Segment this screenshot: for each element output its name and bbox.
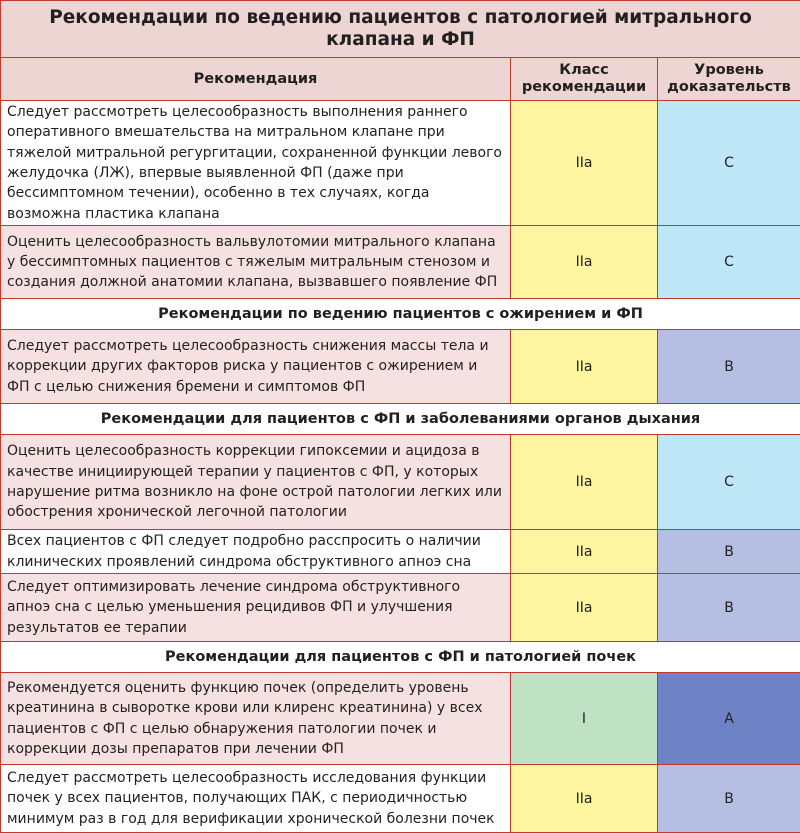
section-row bbox=[1, 404, 800, 435]
class-value: IIa bbox=[511, 226, 658, 299]
table-row bbox=[1, 765, 800, 833]
class-value: IIa bbox=[511, 574, 658, 642]
level-value: B bbox=[658, 765, 800, 833]
header-level: Уровень доказательств bbox=[658, 58, 800, 101]
section-title: Рекомендации для пациентов с ФП и патологией почек bbox=[1, 642, 800, 673]
recommendation-text: Оценить целесообразность коррекции гипоксемии и ацидоза в качестве инициирующей терапии у пациентов с ФП, у которых нарушение ритма возникло на фоне острой патологии легких или обострения хронической легочной патологии bbox=[1, 435, 511, 530]
table-title: Рекомендации по ведению пациентов с патологией митрального клапана и ФП bbox=[1, 1, 800, 58]
table-row bbox=[1, 435, 800, 530]
section-row bbox=[1, 642, 800, 673]
recommendation-text: Следует оптимизировать лечение синдрома обструктивного апноэ сна с целью уменьшения рецидивов ФП и улучшения результатов ее терапии bbox=[1, 574, 511, 642]
class-value: IIa bbox=[511, 530, 658, 574]
recommendation-text: Следует рассмотреть целесообразность снижения массы тела и коррекции других факторов риска у пациентов с ожирением и ФП с целью снижения бремени и симптомов ФП bbox=[1, 330, 511, 404]
class-value: I bbox=[511, 673, 658, 765]
table-row bbox=[1, 226, 800, 299]
table-row bbox=[1, 101, 800, 226]
recommendation-text: Рекомендуется оценить функцию почек (определить уровень креатинина в сыворотке крови или клиренс креатинина) у всех пациентов с ФП с целью обнаружения патологии почек и коррекции дозы препаратов при лечении ФП bbox=[1, 673, 511, 765]
recommendation-text: Оценить целесообразность вальвулотомии митрального клапана у бессимптомных пациентов с тяжелым митральным стенозом и создания должной анатомии клапана, вызвавшего появление ФП bbox=[1, 226, 511, 299]
class-value: IIa bbox=[511, 330, 658, 404]
table-row bbox=[1, 530, 800, 574]
section-title: Рекомендации по ведению пациентов с ожирением и ФП bbox=[1, 299, 800, 330]
recommendation-text: Следует рассмотреть целесообразность исследования функции почек у всех пациентов, получающих ПАК, с периодичностью минимум раз в год для верификации хронической болезни почек bbox=[1, 765, 511, 833]
class-value: IIa bbox=[511, 435, 658, 530]
level-value: C bbox=[658, 435, 800, 530]
recommendation-text: Следует рассмотреть целесообразность выполнения раннего оперативного вмешательства на митральном клапане при тяжелой митральной регургитации, сохраненной функции левого желудочка (ЛЖ), впервые выявленной ФП (даже при бессимптомном течении), особенно в тех случаях, когда возможна пластика клапана bbox=[1, 101, 511, 226]
class-value: IIa bbox=[511, 101, 658, 226]
level-value: A bbox=[658, 673, 800, 765]
level-value: B bbox=[658, 530, 800, 574]
table-row bbox=[1, 673, 800, 765]
level-value: C bbox=[658, 226, 800, 299]
level-value: B bbox=[658, 574, 800, 642]
table-row bbox=[1, 574, 800, 642]
table-row bbox=[1, 330, 800, 404]
section-row bbox=[1, 299, 800, 330]
class-value: IIa bbox=[511, 765, 658, 833]
level-value: B bbox=[658, 330, 800, 404]
recommendation-text: Всех пациентов с ФП следует подробно расспросить о наличии клинических проявлений синдрома обструктивного апноэ сна bbox=[1, 530, 511, 574]
header-recommendation: Рекомендация bbox=[1, 58, 511, 101]
section-title: Рекомендации для пациентов с ФП и заболеваниями органов дыхания bbox=[1, 404, 800, 435]
header-class: Класс рекомендации bbox=[511, 58, 658, 101]
level-value: C bbox=[658, 101, 800, 226]
